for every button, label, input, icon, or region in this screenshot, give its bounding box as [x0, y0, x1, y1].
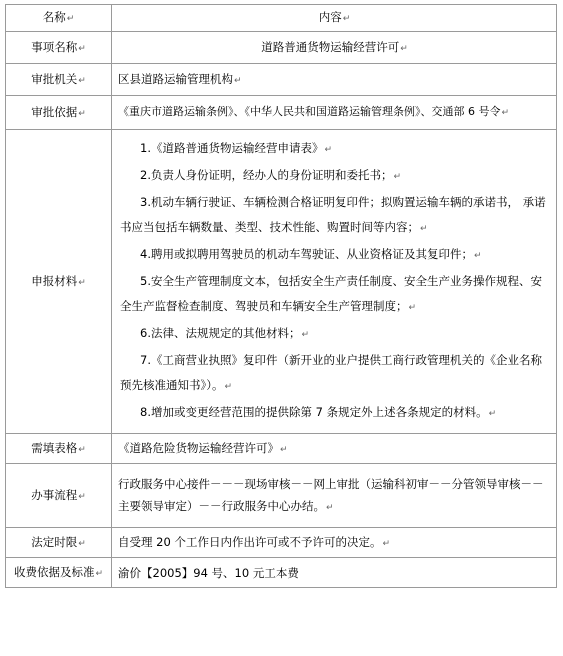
row-label: 需填表格↵ — [6, 434, 112, 464]
row-application-materials — [6, 130, 557, 434]
material-item-4: 4.聘用或拟聘用驾驶员的机动车驾驶证、从业资格证及其复印件；↵ — [140, 247, 482, 261]
row-content: 区县道路运输管理机构↵ — [112, 64, 557, 96]
row-approval-authority — [6, 64, 557, 96]
materials-list — [112, 130, 557, 434]
row-content: 行政服务中心接件－－－现场审核－－网上审批（运输科初审－－分管领导审核－－主要领导审定）－－行政服务中心办结。↵ — [112, 464, 557, 528]
row-label: 事项名称↵ — [6, 32, 112, 64]
row-label: 审批机关↵ — [6, 64, 112, 96]
row-content: 《重庆市道路运输条例》、《中华人民共和国道路运输管理条例》、交通部 6 号令↵ — [112, 96, 557, 130]
material-item-1: 1.《道路普通货物运输经营申请表》↵ — [140, 141, 333, 155]
row-label: 办事流程↵ — [6, 464, 112, 528]
service-info-table — [5, 4, 557, 588]
material-item-5: 5.安全生产管理制度文本，包括安全生产责任制度、安全生产业务操作规程、安全生产监督检查制度、驾驶员和车辆安全生产管理制度；↵ — [120, 274, 542, 313]
row-item-name — [6, 32, 557, 64]
row-content: 自受理 20 个工作日内作出许可或不予许可的决定。↵ — [112, 528, 557, 558]
header-content-cell: 内容↵ — [112, 5, 557, 32]
material-item-8: 8.增加或变更经营范围的提供除第 7 条规定外上述各条规定的材料。↵ — [140, 405, 497, 419]
row-process — [6, 464, 557, 528]
row-approval-basis — [6, 96, 557, 130]
material-item-7: 7.《工商营业执照》复印件（新开业的业户提供工商行政管理机关的《企业名称预先核准通知书》）。↵ — [120, 353, 542, 392]
row-label: 法定时限↵ — [6, 528, 112, 558]
row-fees — [6, 558, 557, 588]
row-content: 道路普通货物运输经营许可↵ — [112, 32, 557, 64]
material-item-6: 6.法律、法规规定的其他材料；↵ — [140, 326, 310, 340]
row-content: 渝价【2005】94 号、10 元工本费 — [112, 558, 557, 588]
material-item-2: 2.负责人身份证明，经办人的身份证明和委托书；↵ — [140, 168, 402, 182]
row-label: 申报材料↵ — [6, 130, 112, 434]
row-content: 《道路危险货物运输经营许可》↵ — [112, 434, 557, 464]
header-row — [6, 5, 557, 32]
row-required-forms — [6, 434, 557, 464]
header-label-cell: 名称↵ — [6, 5, 112, 32]
row-label: 收费依据及标准↵ — [6, 558, 112, 588]
material-item-3: 3.机动车辆行驶证、车辆检测合格证明复印件；拟购置运输车辆的承诺书， 承诺书应当包括车辆数量、类型、技术性能、购置时间等内容；↵ — [120, 195, 546, 234]
row-label: 审批依据↵ — [6, 96, 112, 130]
row-time-limit — [6, 528, 557, 558]
